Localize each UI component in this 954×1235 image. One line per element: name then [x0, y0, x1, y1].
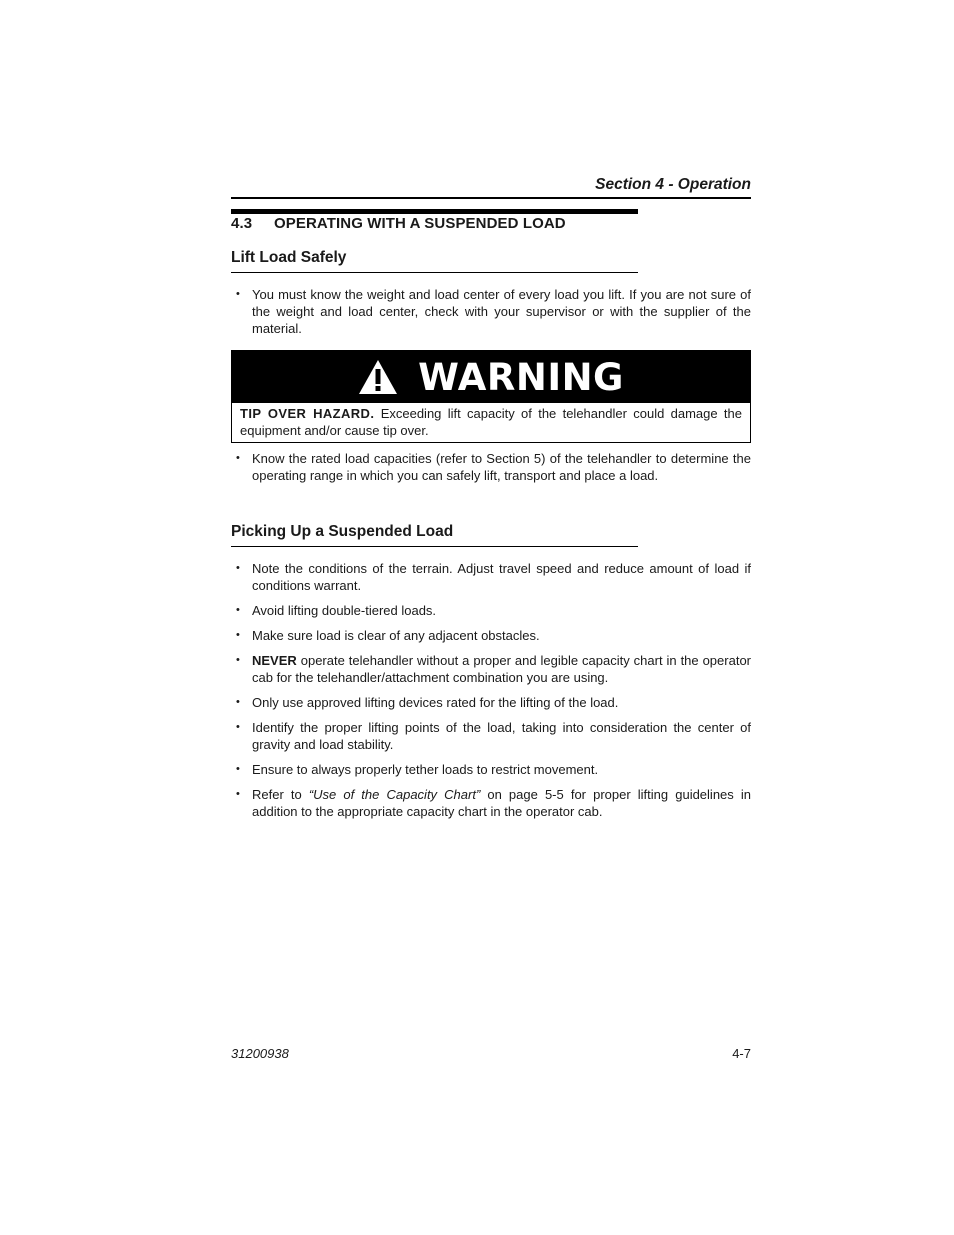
page-number: 4-7	[732, 1046, 751, 1061]
bullet-list-picking-up	[231, 560, 751, 828]
bullet-icon: •	[236, 696, 240, 708]
list-item: • NEVER operate telehandler without a proper and legible capacity chart in the operator cab for the telehandler/attachment combination you are using.	[236, 653, 751, 685]
bullet-icon: •	[236, 452, 240, 464]
warning-triangle-icon	[358, 359, 398, 395]
list-item: • Note the conditions of the terrain. Adjust travel speed and reduce amount of load if conditions warrant.	[236, 561, 751, 593]
bullet-icon: •	[236, 721, 240, 733]
list-item: • Know the rated load capacities (refer to Section 5) of the telehandler to determine the operating range in which you can safely lift, transport and place a load.	[236, 451, 751, 483]
bullet-icon: •	[236, 654, 240, 666]
bullet-icon: •	[236, 788, 240, 800]
list-item: • Avoid lifting double-tiered loads.	[236, 603, 437, 618]
hazard-label: TIP OVER HAZARD.	[240, 406, 375, 421]
list-item: • Refer to “Use of the Capacity Chart” on page 5-5 for proper lifting guidelines in addition to the appropriate capacity chart in the operator cab.	[236, 787, 751, 819]
list-item: • Ensure to always properly tether loads to restrict movement.	[236, 762, 599, 777]
warning-banner	[232, 351, 750, 403]
subheading-lift-load-safely: Lift Load Safely	[231, 249, 638, 273]
section-header: Section 4 - Operation	[231, 176, 751, 199]
cross-reference: “Use of the Capacity Chart”	[308, 787, 481, 802]
section-title	[231, 215, 566, 232]
bullet-list-rated-capacity	[231, 450, 751, 492]
section-number: 4.3	[231, 215, 253, 232]
bullet-icon: •	[236, 604, 240, 616]
section-title-text: OPERATING WITH A SUSPENDED LOAD	[274, 215, 566, 232]
document-number: 31200938	[231, 1046, 289, 1061]
bullet-icon: •	[236, 629, 240, 641]
list-item: • You must know the weight and load center of every load you lift. If you are not sure of the weight and load center, check with your supervisor or with the supplier of the material.	[236, 287, 751, 336]
bullet-icon: •	[236, 288, 240, 300]
emphasis-never: NEVER	[252, 653, 297, 668]
warning-text	[232, 403, 750, 439]
hazard-description: Exceeding lift capacity of the telehandler could damage the equipment and/or cause tip over.	[240, 406, 743, 438]
heading-rule	[231, 209, 638, 214]
list-item: • Identify the proper lifting points of the load, taking into consideration the center of gravity and load stability.	[236, 720, 751, 752]
list-item: • Make sure load is clear of any adjacent obstacles.	[236, 628, 540, 643]
bullet-list-lift-load	[231, 286, 751, 345]
bullet-icon: •	[236, 763, 240, 775]
bullet-icon: •	[236, 562, 240, 574]
warning-box	[231, 350, 751, 443]
list-item: • Only use approved lifting devices rated for the lifting of the load.	[236, 695, 619, 710]
warning-title: WARNING	[418, 355, 624, 399]
subheading-picking-up: Picking Up a Suspended Load	[231, 523, 638, 547]
